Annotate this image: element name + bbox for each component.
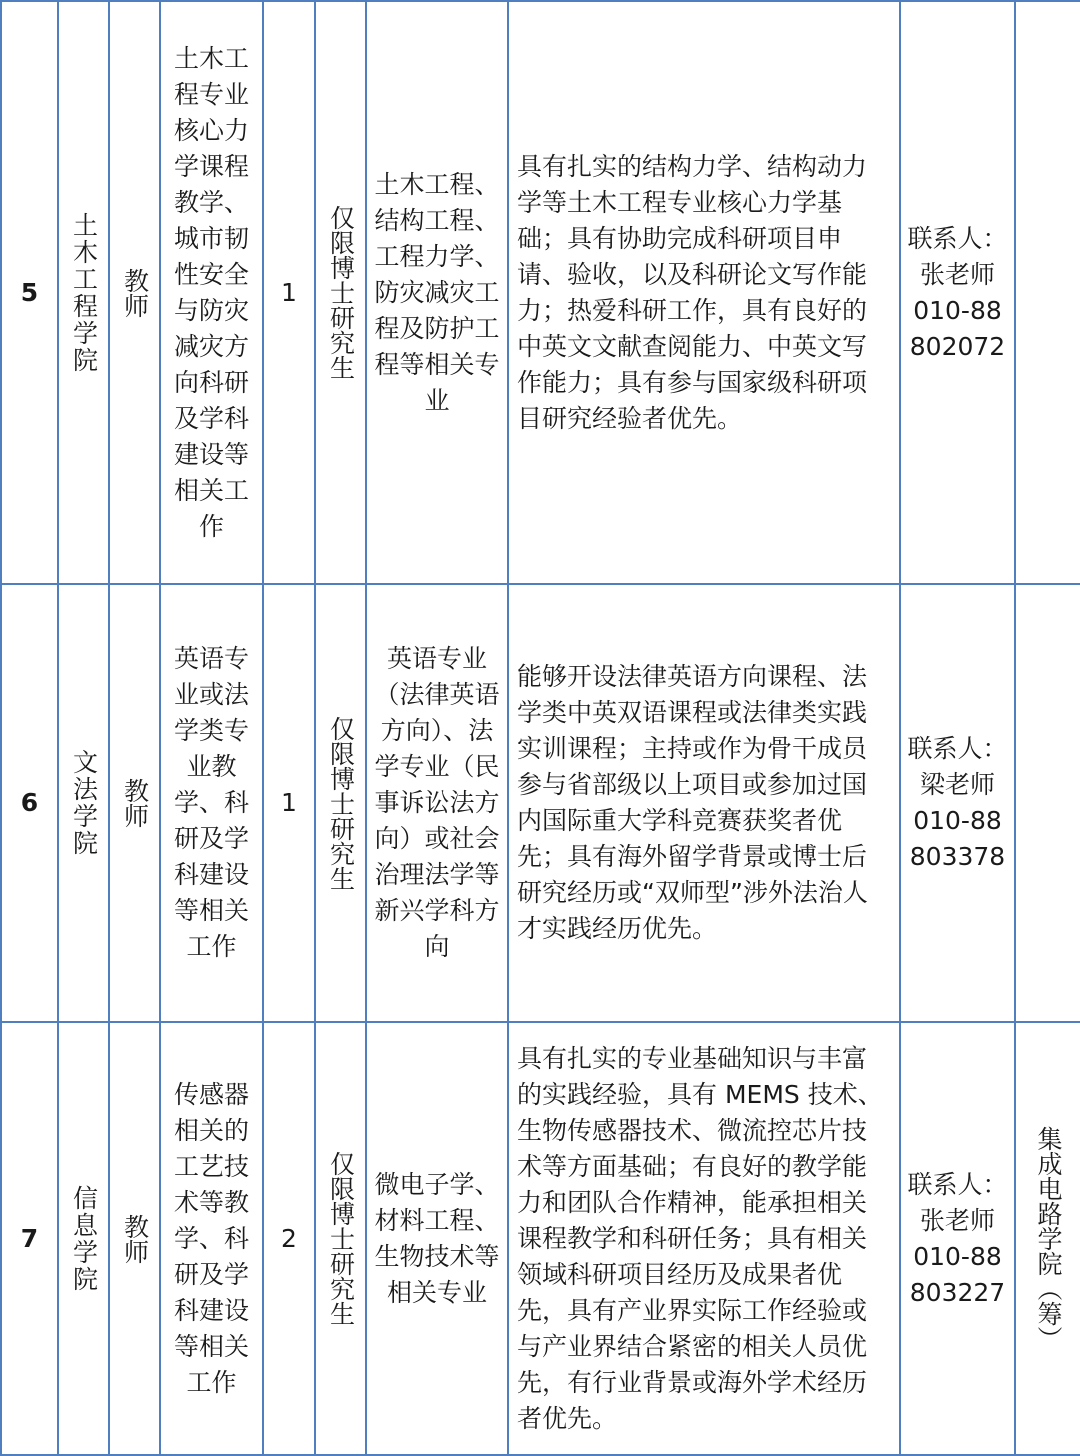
position-name bbox=[109, 1, 160, 584]
contact-info bbox=[900, 1, 1015, 584]
college-text: 信息学院 bbox=[69, 1184, 99, 1293]
degree-requirement bbox=[315, 584, 366, 1022]
other-requirements: 具有扎实的专业基础知识与丰富的实践经验，具有 MEMS 技术、生物传感器技术、微流控芯片技术等方面基础；有良好的教学能力和团队合作精神，能承担相关课程教学和科研任务；具有相关领域科研项目经历及成果者优先，具有产业界实际工作经验或与产业界结合紧密的相关人员优先，有行业背景或海外学术经历者优先。 bbox=[508, 1022, 900, 1455]
contact-name: 梁老师 bbox=[919, 770, 995, 799]
contact-phone-part1: 010-88 bbox=[913, 1241, 1002, 1271]
degree-requirement bbox=[315, 1, 366, 584]
position-text: 教师 bbox=[120, 778, 150, 828]
contact-phone-part2: 802072 bbox=[909, 331, 1006, 361]
major-requirement: 英语专业（法律英语方向）、法学专业（民事诉讼法方向）或社会治理法学等新兴学科方向 bbox=[366, 584, 508, 1022]
degree-text: 仅限博士研究生 bbox=[326, 205, 356, 380]
college-name bbox=[58, 1, 109, 584]
hire-count: 2 bbox=[263, 1022, 315, 1455]
contact-info bbox=[900, 584, 1015, 1022]
contact-phone-part1: 010-88 bbox=[913, 806, 1002, 835]
contact-name: 张老师 bbox=[919, 259, 995, 289]
duty-description: 土木工程专业核心力学课程教学、城市韧性安全与防灾减灾方向科研及学科建设等相关工作 bbox=[160, 1, 263, 584]
note-cell bbox=[1015, 1, 1080, 584]
hire-count: 1 bbox=[263, 1, 315, 584]
contact-phone-part2: 803378 bbox=[909, 842, 1006, 871]
degree-text: 仅限博士研究生 bbox=[326, 1151, 356, 1326]
position-name bbox=[109, 584, 160, 1022]
contact-label: 联系人： bbox=[907, 734, 1008, 763]
contact-phone-part2: 803227 bbox=[909, 1277, 1006, 1307]
position-text: 教师 bbox=[120, 267, 150, 318]
degree-requirement bbox=[315, 1022, 366, 1455]
note-cell bbox=[1015, 584, 1080, 1022]
position-text: 教师 bbox=[120, 1213, 150, 1264]
major-requirement: 微电子学、材料工程、生物技术等相关专业 bbox=[366, 1022, 508, 1455]
college-name bbox=[58, 584, 109, 1022]
major-requirement: 土木工程、结构工程、工程力学、防灾减灾工程及防护工程等相关专业 bbox=[366, 1, 508, 584]
college-text: 土木工程学院 bbox=[69, 211, 99, 374]
row-index: 5 bbox=[1, 1, 58, 584]
contact-label: 联系人： bbox=[907, 223, 1008, 253]
other-requirements: 具有扎实的结构力学、结构动力学等土木工程专业核心力学基础；具有协助完成科研项目申请、验收，以及科研论文写作能力；热爱科研工作，具有良好的中英文文献查阅能力、中英文写作能力；具有参与国家级科研项目研究经验者优先。 bbox=[508, 1, 900, 584]
contact-label: 联系人： bbox=[907, 1169, 1008, 1199]
college-text: 文法学院 bbox=[69, 749, 99, 857]
hire-count: 1 bbox=[263, 584, 315, 1022]
position-name bbox=[109, 1022, 160, 1455]
table-row bbox=[1, 1, 1080, 584]
contact-info bbox=[900, 1022, 1015, 1455]
duty-description: 传感器相关的工艺技术等教学、科研及学科建设等相关工作 bbox=[160, 1022, 263, 1455]
degree-text: 仅限博士研究生 bbox=[326, 715, 356, 891]
other-requirements: 能够开设法律英语方向课程、法学类中英双语课程或法律类实践实训课程；主持或作为骨干成员参与省部级以上项目或参加过国内国际重大学科竞赛获奖者优先；具有海外留学背景或博士后研究经历或“双师型”涉外法治人才实践经历优先。 bbox=[508, 584, 900, 1022]
contact-name: 张老师 bbox=[919, 1205, 995, 1235]
note-cell bbox=[1015, 1022, 1080, 1455]
contact-phone-part1: 010-88 bbox=[913, 295, 1002, 325]
row-index: 7 bbox=[1, 1022, 58, 1455]
table-row bbox=[1, 1022, 1080, 1455]
note-text: 集成电路学院（筹） bbox=[1034, 1126, 1063, 1351]
row-index: 6 bbox=[1, 584, 58, 1022]
duty-description: 英语专业或法学类专业教学、科研及学科建设等相关工作 bbox=[160, 584, 263, 1022]
college-name bbox=[58, 1022, 109, 1455]
table-row bbox=[1, 584, 1080, 1022]
